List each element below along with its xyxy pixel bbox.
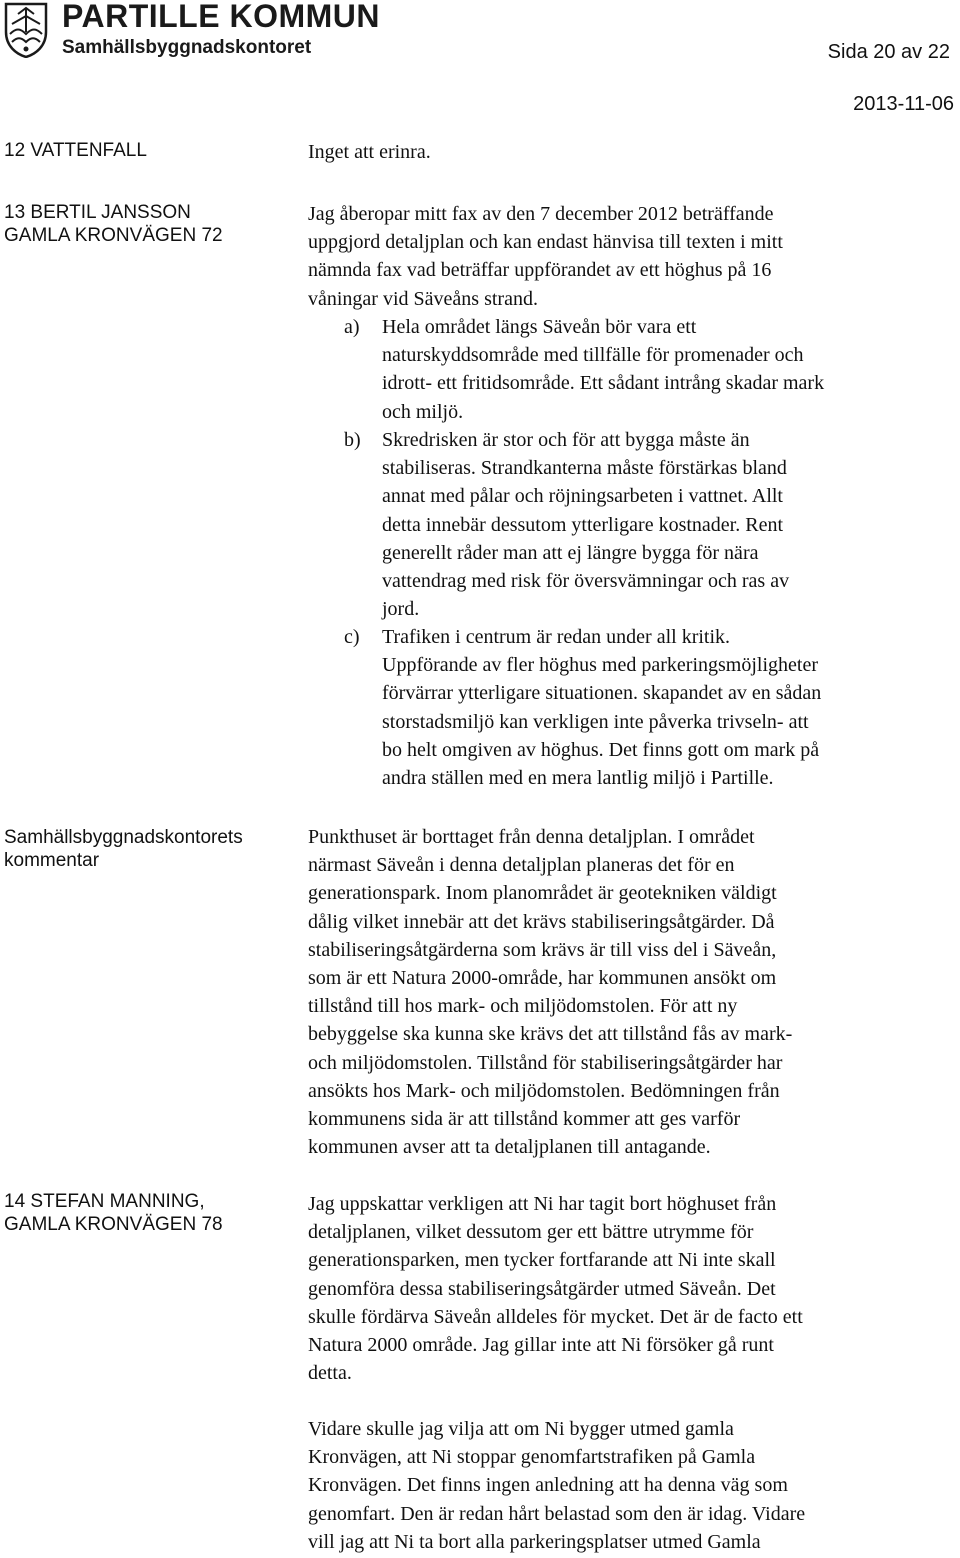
text-line: våningar vid Säveåns strand. [308,287,538,310]
text-line: jord. [382,598,420,621]
text-line: skulle fördärva Säveån alldeles för mycket. Det är de facto ett [308,1305,803,1328]
text-line: andra ställen med en mera lantlig miljö i Partille. [382,767,774,790]
text-line: bebyggelse ska kunna ske krävs det att tillstånd fås av mark- [308,1023,793,1046]
section-label-kommentar [4,826,243,872]
text-line: detta. [308,1362,352,1385]
text-line: och miljödomstolen. Tillstånd för stabiliseringsåtgärder har [308,1051,783,1074]
list-marker: a) [344,316,360,338]
text-line: vattendrag med risk för översvämningar och ras av [382,570,790,593]
text-line: genomföra dessa stabiliseringsåtgärder utmed Säveån. Det [308,1277,776,1300]
jansson-intro-paragraph [308,200,783,313]
text-line: bo helt omgiven av höghus. Det finns gott om mark på [382,738,820,761]
label-line: GAMLA KRONVÄGEN 78 [4,1214,223,1235]
vattenfall-reply [308,138,431,166]
text-line: kommunen avser att ta detaljplanen till antagande. [308,1136,711,1159]
text-line: uppgjord detaljplan och kan endast hänvisa till texten i mitt [308,231,783,254]
text-line: storstadsmiljö kan verkligen inte påverka trivseln- att [382,710,809,733]
text-line: Kronvägen, att Ni stoppar genomfartstrafiken på Gamla [308,1446,756,1469]
label-line: GAMLA KRONVÄGEN 72 [4,225,223,246]
text-line: genomfart. Den är redan hårt belastad som den är idag. Vidare [308,1502,806,1525]
text-line: Jag åberopar mitt fax av den 7 december 2012 beträffande [308,203,774,225]
text-line: generationspark. Inom planområdet är geotekniken väldigt [308,882,777,905]
text-line: Kronvägen. Det finns ingen anledning att ha denna väg som [308,1474,788,1497]
label-line: 12 VATTENFALL [4,140,147,161]
section-label-jansson [4,201,223,247]
text-line: annat med pålar och röjningsarbeten i vattnet. Allt [382,485,783,508]
list-marker: c) [344,626,360,648]
section-label-vattenfall [4,139,147,162]
text-line: naturskyddsområde med tillfälle för promenader och [382,344,804,367]
text-line: och miljö. [382,400,464,423]
text-line: detaljplanen, vilket dessutom ger ett bättre utrymme för [308,1221,754,1244]
section-label-manning [4,1190,223,1236]
department-name: Samhällsbyggnadskontoret [62,37,312,58]
manning-paragraph-1 [308,1190,803,1387]
text-line: Punkthuset är borttaget från denna detaljplan. I området [308,826,755,848]
text-line: kommunens sida är att tillstånd kommer att ges varför [308,1108,741,1131]
text-line: idrott- ett fritidsområde. Ett sådant intrång skadar mark [382,372,825,395]
text-line: Jag uppskattar verkligen att Ni har tagit bort höghuset från [308,1193,777,1215]
label-line: kommentar [4,850,100,871]
manning-paragraph-2 [308,1415,805,1556]
label-line: Samhällsbyggnadskontorets [4,827,243,848]
text-line: som är ett Natura 2000-område, har kommunen ansökt om [308,967,777,990]
text-line: vill jag att Ni ta bort alla parkeringsplatser utmed Gamla [308,1530,761,1553]
text-line: Uppförande av fler höghus med parkeringsmöjligheter [382,654,818,677]
text-line: Inget att erinra. [308,141,431,163]
label-line: 13 BERTIL JANSSON [4,202,191,223]
text-line: närmast Säveån i denna detaljplan planeras det för en [308,854,735,877]
text-line: stabiliseras. Strandkanterna måste förstärkas bland [382,457,787,480]
text-line: Hela området längs Säveån bör vara ett [382,316,697,338]
kommentar-paragraph [308,823,792,1161]
text-line: Skredrisken är stor och för att bygga måste än [382,429,750,451]
text-line: dålig vilket innebär att det krävs stabiliseringsåtgärder. Då [308,910,775,933]
label-line: 14 STEFAN MANNING, [4,1191,205,1212]
municipal-crest-icon [4,2,48,58]
document-date: 2013-11-06 [853,93,954,115]
list-marker: b) [344,429,361,451]
org-name: PARTILLE KOMMUN [62,0,380,34]
text-line: nämnda fax vad beträffar uppförandet av ett höghus på 16 [308,259,772,282]
text-line: förvärrar ytterligare situationen. skapandet av en sådan [382,682,822,705]
text-line: generationsparken, men tycker fortfarande att Ni inte skall [308,1249,776,1272]
text-line: stabiliseringsåtgärderna som krävs är till viss del i Säveån, [308,938,777,961]
text-line: tillstånd till hos mark- och miljödomstolen. För att ny [308,995,738,1018]
text-line: ansökts hos Mark- och miljödomstolen. Bedömningen från [308,1079,780,1102]
text-line: detta innebär dessutom ytterligare kostnader. Rent [382,513,783,536]
text-line: Natura 2000 område. Jag gillar inte att Ni försöker gå runt [308,1334,774,1357]
page-number: Sida 20 av 22 [827,41,950,63]
text-line: generellt råder man att ej längre bygga för nära [382,541,759,564]
text-line: Vidare skulle jag vilja att om Ni bygger utmed gamla [308,1418,734,1440]
text-line: Trafiken i centrum är redan under all kritik. [382,626,731,648]
